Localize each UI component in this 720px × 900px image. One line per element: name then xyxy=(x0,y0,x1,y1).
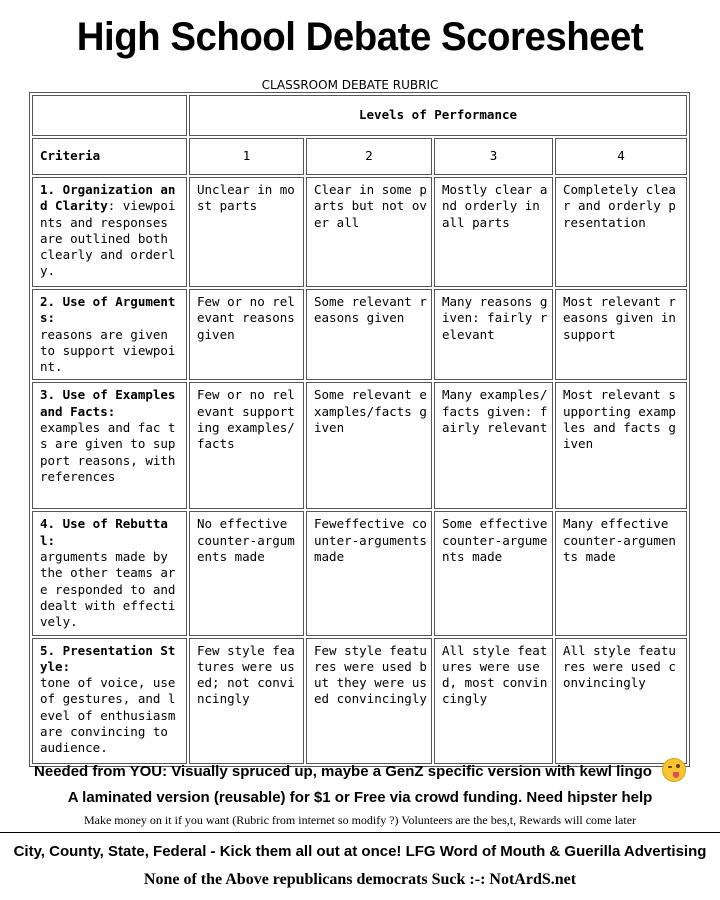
footer-request-line xyxy=(0,760,720,784)
levels-header-row xyxy=(32,95,687,136)
criterion-description: reasons are given to support viewpoint. xyxy=(40,326,176,375)
score-cell-level-1: Few or no relevant supporting examples/facts xyxy=(189,382,304,509)
criterion-cell xyxy=(32,511,187,635)
level-header-3: 3 xyxy=(434,138,553,175)
score-cell-level-2: Some relevant reasons given xyxy=(306,289,432,380)
criterion-row xyxy=(32,638,687,764)
score-cell-level-2: Feweffective counter-arguments made xyxy=(306,511,432,635)
score-cell-level-1: No effective counter-arguments made xyxy=(189,511,304,635)
levels-header: Levels of Performance xyxy=(189,95,687,136)
score-cell-level-2: Clear in some parts but not over all xyxy=(306,177,432,287)
score-cell-level-2: Few style features were used but they were used convincingly xyxy=(306,638,432,764)
criterion-description: examples and fac ts are given to support reasons, with references xyxy=(40,420,176,484)
score-cell-level-3: Some effective counter-arguments made xyxy=(434,511,553,635)
criterion-cell xyxy=(32,382,187,509)
criterion-row xyxy=(32,177,687,287)
level-header-4: 4 xyxy=(555,138,687,175)
score-cell-level-1: Few or no relevant reasons given xyxy=(189,289,304,380)
rubric-table xyxy=(29,92,690,767)
criterion-row xyxy=(32,289,687,380)
criterion-cell xyxy=(32,638,187,764)
footer-slogan-line: City, County, State, Federal - Kick them all out at once! LFG Word of Mouth & Guerilla Advertising xyxy=(13,843,707,860)
score-cell-level-4: Many effective counter-arguments made xyxy=(555,511,687,635)
score-cell-level-4: Completely clear and orderly presentation xyxy=(555,177,687,287)
score-cell-level-3: Mostly clear and orderly in all parts xyxy=(434,177,553,287)
criterion-name: 2. Use of Arguments: xyxy=(40,294,176,326)
footer-divider xyxy=(0,832,720,833)
criterion-cell xyxy=(32,289,187,380)
score-cell-level-4: All style features were used convincingly xyxy=(555,638,687,764)
score-cell-level-4: Most relevant supporting examples and facts given xyxy=(555,382,687,509)
criteria-header-row xyxy=(32,138,687,175)
criterion-row xyxy=(32,511,687,635)
criterion-name: 5. Presentation Style: xyxy=(40,642,176,674)
footer-note-line: Make money on it if you want (Rubric from internet so modify ?) Volunteers are the bes,t, Rewards will come later xyxy=(83,813,637,827)
criterion-row xyxy=(32,382,687,509)
criterion-description: : viewpoints and responses are outlined both clearly and orderly. xyxy=(40,198,176,279)
level-header-2: 2 xyxy=(306,138,432,175)
criterion-cell xyxy=(32,177,187,287)
footer-laminated-line: A laminated version (reusable) for $1 or Free via crowd funding. Need hipster help xyxy=(67,789,653,806)
score-cell-level-3: Many reasons given: fairly relevant xyxy=(434,289,553,380)
score-cell-level-1: Unclear in most parts xyxy=(189,177,304,287)
score-cell-level-3: All style features were used, most convincingly xyxy=(434,638,553,764)
criterion-name: 1. Organization and Clarity xyxy=(40,182,176,214)
score-cell-level-3: Many examples/facts given: fairly relevant xyxy=(434,382,553,509)
criteria-header: Criteria xyxy=(32,138,187,175)
score-cell-level-1: Few style features were used; not convincingly xyxy=(189,638,304,764)
level-header-1: 1 xyxy=(189,138,304,175)
criterion-description: tone of voice, use of gestures, and level of enthusiasm are convincing to audience. xyxy=(40,675,176,756)
criterion-name: 3. Use of Examples and Facts: xyxy=(40,387,176,419)
footer-request-text: Needed from YOU: Visually spruced up, maybe a GenZ specific version with kewl lingo xyxy=(34,762,652,780)
rubric-subtitle: CLASSROOM DEBATE RUBRIC xyxy=(261,78,439,92)
criterion-name: 4. Use of Rebuttal: xyxy=(40,516,168,548)
criterion-description: arguments made by the other teams are responded to and dealt with effectively. xyxy=(40,549,176,630)
score-cell-level-4: Most relevant reasons given in support xyxy=(555,289,687,380)
footer-site-line: None of the Above republicans democrats Suck :-: NotArdS.net xyxy=(143,871,577,888)
empty-corner-cell xyxy=(32,95,187,136)
score-cell-level-2: Some relevant examples/facts given xyxy=(306,382,432,509)
winking-face-with-tongue-icon xyxy=(662,758,686,782)
page-title: High School Debate Scoresheet xyxy=(76,15,644,59)
